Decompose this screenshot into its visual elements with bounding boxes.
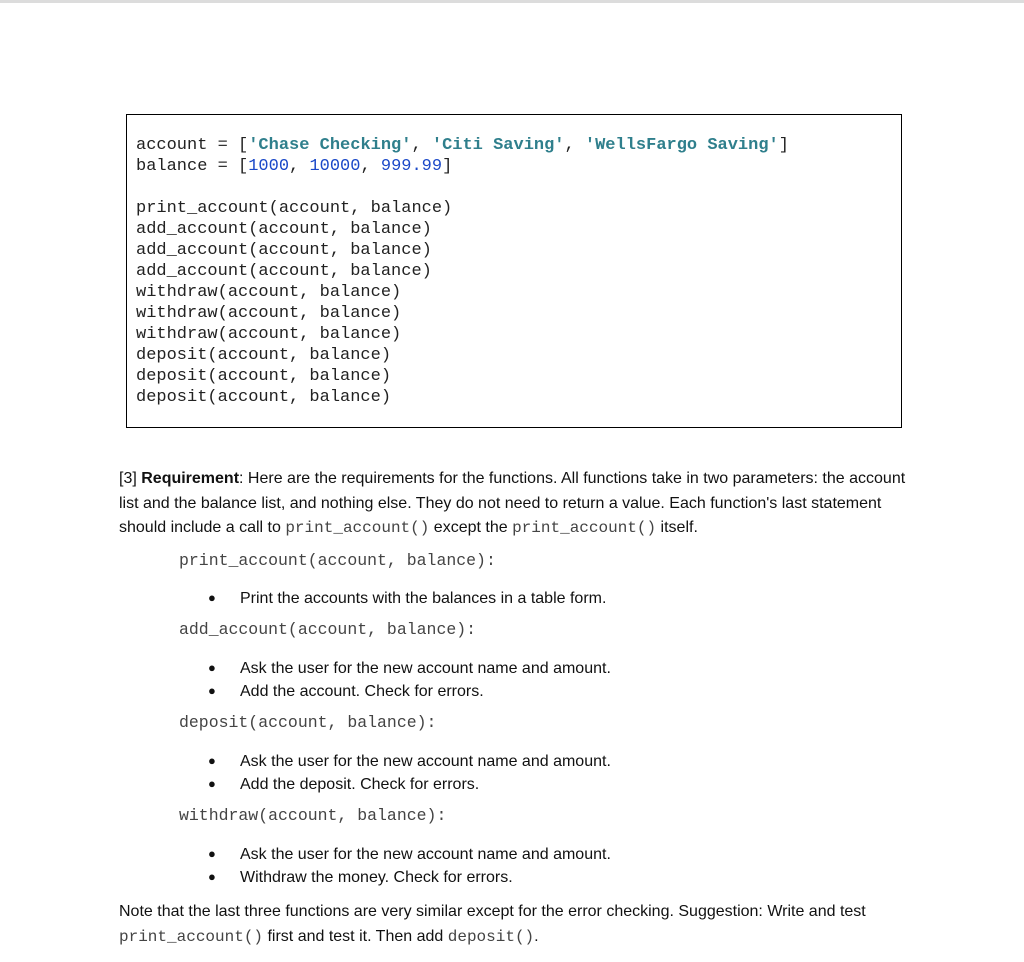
list-item — [208, 753, 611, 771]
code-var: balance — [136, 157, 208, 176]
list-item-text: Ask the user for the new account name and amount. — [240, 660, 611, 677]
bullet-icon: ● — [208, 683, 216, 698]
note-text: first and test it. Then add — [263, 927, 448, 945]
list-item — [208, 846, 611, 864]
bullet-icon: ● — [208, 660, 216, 675]
code-var: account — [136, 136, 208, 155]
code-sep: , — [360, 157, 381, 176]
code-bracket: ] — [778, 136, 789, 155]
note-text: . — [534, 927, 539, 945]
list-item — [208, 869, 513, 887]
list-item — [208, 683, 484, 701]
function-signature-withdraw: withdraw(account, balance): — [179, 806, 447, 825]
note-text: Note that the last three functions are very similar except for the error checking. Suggestion: Write and test — [119, 903, 866, 920]
function-signature-deposit: deposit(account, balance): — [179, 713, 437, 732]
code-call: add_account(account, balance) — [136, 262, 432, 281]
bullet-icon: ● — [208, 753, 216, 768]
list-item-text: Add the account. Check for errors. — [240, 683, 484, 700]
requirement-paragraph — [119, 467, 909, 541]
code-string: 'Citi Saving' — [431, 136, 565, 155]
code-number: 999.99 — [380, 157, 443, 176]
code-op: = — [207, 157, 239, 176]
inline-code: deposit() — [447, 927, 535, 946]
code-blank-line — [136, 177, 901, 198]
code-call: withdraw(account, balance) — [136, 325, 402, 344]
requirement-number: [3] — [119, 470, 142, 487]
code-line-balance — [136, 156, 901, 177]
list-item-text: Ask the user for the new account name and amount. — [240, 753, 611, 770]
code-block — [126, 114, 902, 428]
inline-code: print_account() — [512, 519, 657, 537]
code-number: 10000 — [309, 157, 361, 176]
code-op: = — [207, 136, 239, 155]
bullet-icon: ● — [208, 590, 216, 605]
code-call: add_account(account, balance) — [136, 241, 432, 260]
function-signature-print-account: print_account(account, balance): — [179, 551, 496, 570]
requirement-text: itself. — [656, 519, 698, 536]
code-sep: , — [289, 157, 310, 176]
function-signature-add-account: add_account(account, balance): — [179, 620, 477, 639]
code-bracket: [ — [238, 157, 249, 176]
inline-code: print_account() — [285, 519, 430, 537]
top-border — [0, 0, 1024, 3]
code-number: 1000 — [248, 157, 290, 176]
code-call: withdraw(account, balance) — [136, 304, 402, 323]
list-item-text: Print the accounts with the balances in a table form. — [240, 590, 607, 607]
bullet-icon: ● — [208, 869, 216, 884]
requirement-label: Requirement — [141, 470, 240, 487]
list-item-text: Withdraw the money. Check for errors. — [240, 869, 513, 886]
requirement-text: : Here are the requirements for the functions. All functions take in two parameters: the account list and the balance list, and nothing else. They do not need to return a value. Each function's last statement should include a call to — [119, 470, 906, 536]
code-sep: , — [564, 136, 585, 155]
note-paragraph — [119, 900, 909, 949]
code-bracket: ] — [442, 157, 453, 176]
list-item-text: Ask the user for the new account name and amount. — [240, 846, 611, 863]
code-call: deposit(account, balance) — [136, 388, 392, 407]
code-bracket: [ — [238, 136, 249, 155]
inline-code: print_account() — [119, 927, 264, 946]
list-item-text: Add the deposit. Check for errors. — [240, 776, 480, 793]
bullet-icon: ● — [208, 776, 216, 791]
bullet-icon: ● — [208, 846, 216, 861]
list-item — [208, 776, 479, 794]
code-call: deposit(account, balance) — [136, 367, 392, 386]
code-call: add_account(account, balance) — [136, 220, 432, 239]
list-item — [208, 660, 611, 678]
code-call: print_account(account, balance) — [136, 199, 453, 218]
code-string: 'Chase Checking' — [248, 136, 412, 155]
code-call: deposit(account, balance) — [136, 346, 392, 365]
code-string: 'WellsFargo Saving' — [584, 136, 779, 155]
requirement-text: except the — [429, 519, 513, 536]
code-call: withdraw(account, balance) — [136, 283, 402, 302]
code-line-account — [136, 135, 901, 156]
list-item — [208, 590, 606, 608]
code-sep: , — [411, 136, 432, 155]
